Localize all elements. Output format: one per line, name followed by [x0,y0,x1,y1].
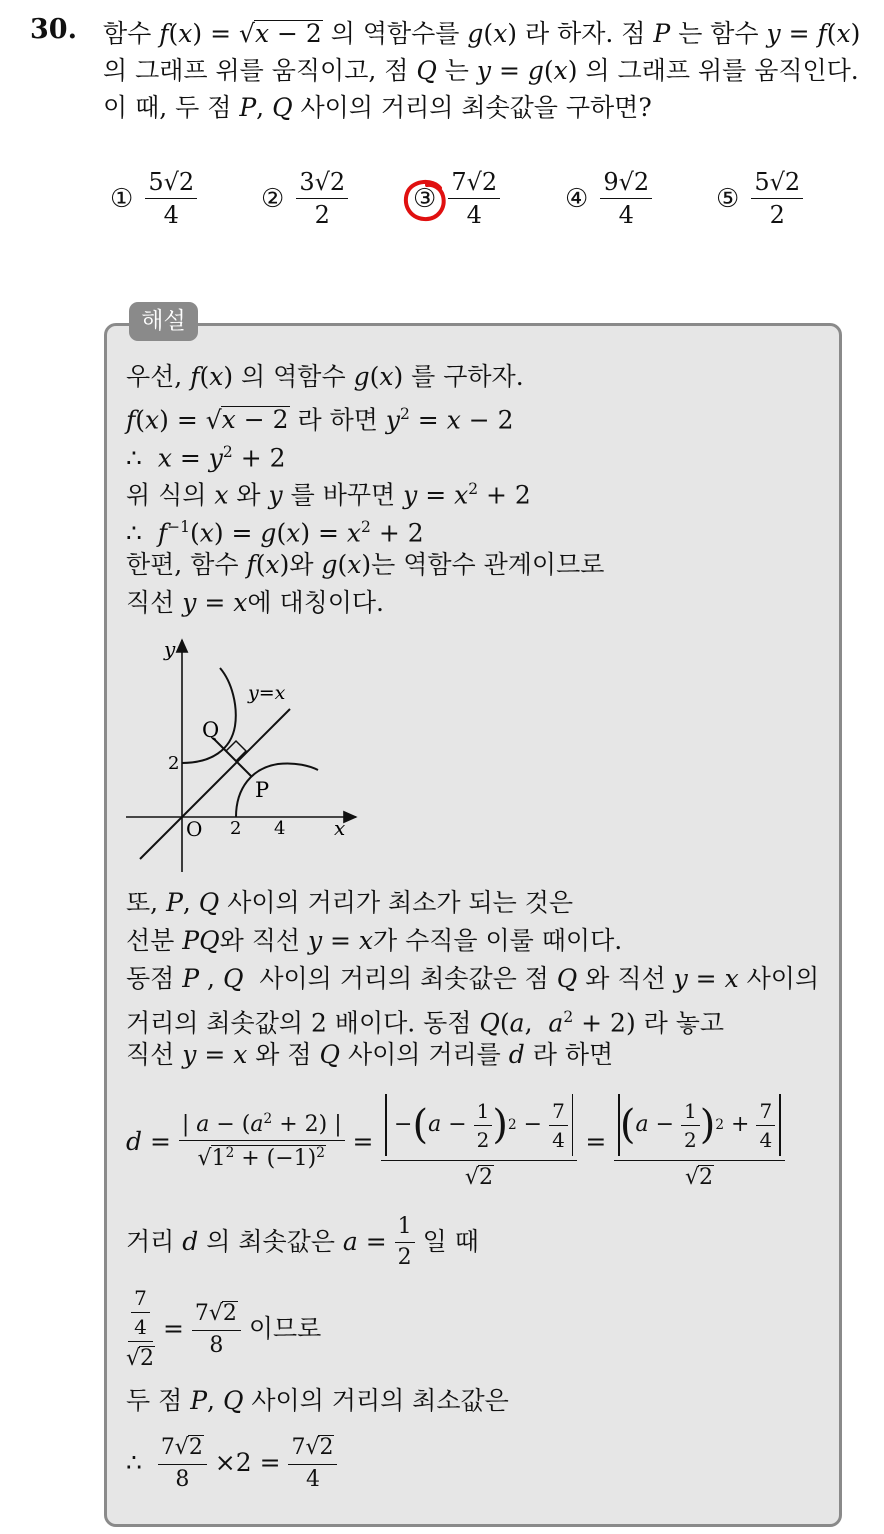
sol-line-4: 위 식의 x 와 y 를 바꾸면 $y = x^2 + 2$ [126,480,531,510]
point-q-label: Q [202,718,220,742]
tick-x-2: 2 [230,818,242,839]
tick-x-4: 4 [274,818,286,839]
sol-line-10: 동점 P , Q 사이의 거리의 최솟값은 점 Q 와 직선 y = x 사이의 [126,964,820,993]
axis-x-label: x [334,816,346,840]
sol-line-3: ∴ $x = y^2 + 2$ [126,443,286,473]
origin-label: O [186,817,203,841]
problem-line-3: 이 때, 두 점 P, Q 사이의 거리의 최솟값을 구하면? [103,93,652,122]
problem-line-1: 함수 f(x) = √x − 2 의 역함수를 g(x) 라 하자. 점 P 는 함수 y = f(x) [103,19,861,48]
sol-line-5: ∴ $f^{-1}(x) = g(x) = x^2 + 2$ [126,518,424,548]
sol-line-11: 거리의 최솟값의 2 배이다. 동점 Q(a, $a^2 + 2$) 라 놓고 [126,1008,725,1038]
sol-line-16: ∴ $\frac{7√2}{8}$ ×2 = $\frac{7√2}{4}$ [126,1430,337,1496]
option-3[interactable]: ③ $\frac{7√2}{4}$ [413,170,500,227]
answer-mark-circle [400,176,452,226]
sol-line-1: 우선, f(x) 의 역함수 g(x) 를 구하자. [126,362,524,391]
option-4[interactable]: ④ $\frac{9√2}{4}$ [565,170,652,227]
sol-line-8: 또, P, Q 사이의 거리가 최소가 되는 것은 [126,888,573,917]
point-p-label: P [255,778,270,802]
right-angle-mark [226,741,246,761]
sol-line-6: 한편, 함수 f(x)와 g(x)는 역함수 관계이므로 [126,550,605,579]
option-5[interactable]: ⑤ $\frac{5√2}{2}$ [716,170,803,227]
line-label: y=x [248,682,286,704]
tick-y-2: 2 [168,753,180,774]
axis-y-label: y [164,637,176,661]
sol-line-2: f(x) = √x − 2 라 하면 $y^2 = x - 2$ [126,405,514,435]
solution-tag: 해설 [129,302,198,341]
option-1[interactable]: ① $\frac{5√2}{4}$ [110,170,197,227]
problem-number: 30. [30,14,77,45]
sol-line-14: $\frac{\frac{7}{4}}{√2}$ = $\frac{7√2}{8}$ 이므로 [126,1285,322,1371]
problem-line-2: 의 그래프 위를 움직이고, 점 Q 는 y = g(x) 의 그래프 위를 움직인다. [103,56,859,85]
sol-line-9: 선분 PQ와 직선 y = x가 수직을 이룰 때이다. [126,926,623,955]
distance-formula: d = $\frac{| a - (a^2 + 2) |}{√1^2 + (-1)^2}$ = − ( a − $\frac{1}{2}$ ) 2 − $\frac{7}{4}$ √2 = ( a − $\frac{1}{2}$ ) 2 + $\frac{7}{4}$ √2 [126,1082,785,1202]
curve-f [236,763,318,817]
option-2[interactable]: ② $\frac{3√2}{2}$ [261,170,348,227]
sol-line-15: 두 점 P, Q 사이의 거리의 최소값은 [126,1386,509,1415]
sol-line-12: 직선 y = x 와 점 Q 사이의 거리를 d 라 하면 [126,1040,614,1069]
graph [118,630,368,880]
sol-line-13: 거리 d 의 최솟값은 a = $\frac{1}{2}$ 일 때 [126,1213,479,1270]
sol-line-7: 직선 y = x에 대칭이다. [126,588,384,617]
